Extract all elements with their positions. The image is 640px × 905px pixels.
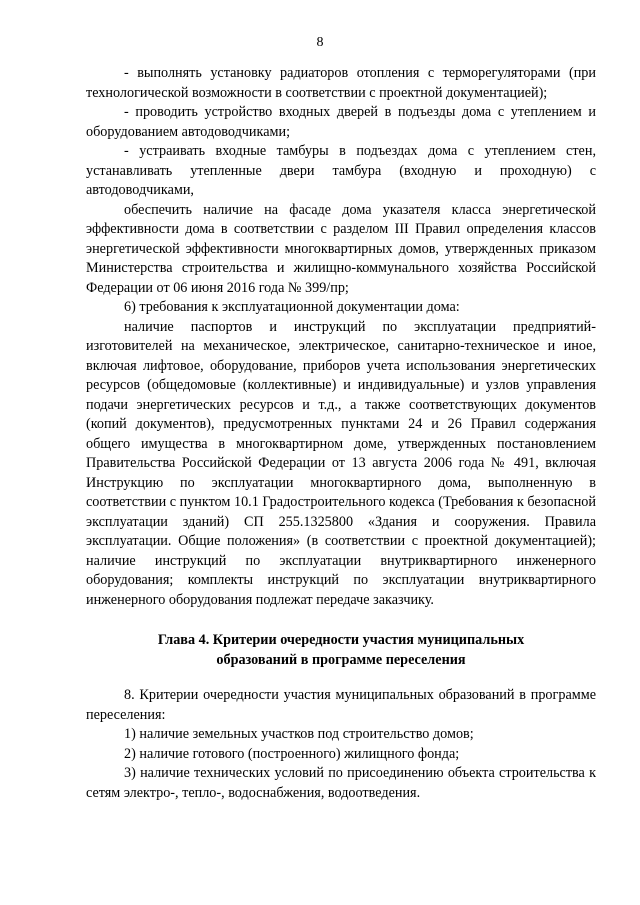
paragraph-radiators: - выполнять установку радиаторов отопления с терморегуляторами (при технологической возможности в соответствии с проектной документацией); — [86, 65, 596, 101]
criteria-intro: 8. Критерии очередности участия муниципальных образований в программе переселения: — [86, 687, 596, 723]
paragraph-documentation-heading: 6) требования к эксплуатационной документации дома: — [124, 299, 460, 315]
page-number: 8 — [316, 35, 324, 50]
chapter-heading-line-1: Глава 4. Критерии очередности участия муниципальных — [157, 632, 525, 648]
paragraph-vestibules: - устраивать входные тамбуры в подъездах дома с утеплением стен, устанавливать утепленные двери тамбура (входную и проходную) с автодоводчиками, — [86, 143, 596, 198]
paragraph-entrance-doors: - проводить устройство входных дверей в подъезды дома с утеплением и оборудованием автодоводчиками; — [86, 104, 596, 140]
criteria-item-land: 1) наличие земельных участков под строительство домов; — [124, 726, 474, 742]
criteria-section — [86, 686, 596, 803]
criteria-item-utilities: 3) наличие технических условий по присоединению объекта строительства к сетям электро-, тепло-, водоснабжения, водоотведения. — [86, 765, 596, 801]
chapter-heading-line-2: образований в программе переселения — [216, 651, 466, 668]
chapter-heading — [86, 631, 596, 670]
paragraph-documentation-details: наличие паспортов и инструкций по эксплуатации предприятий-изготовителей на механическое, электрическое, санитарно-техническое и иное, включая лифтовое, оборудование, приборов учета использования энергетических ресурсов (общедомовые (коллективные) и индивидуальные) и узлов управления подачи энергетических ресурсов и т.д., а также соответствующих документов (копий документов), предусмотренных пунктами 24 и 26 Правил содержания общего имущества в многоквартирном доме, утвержденных постановлением Правительства Российской Федерации от 13 августа 2006 года № 491, включая Инструкцию по эксплуатации многоквартирного дома, выполненную в соответствии с пунктом 10.1 Градостроительного кодекса (Требования к безопасной эксплуатации зданий) СП 255.1325800 «Здания и сооружения. Правила эксплуатации. Общие положения» (в соответствии с проектной документацией); наличие инструкций по эксплуатации внутриквартирного инженерного оборудования; комплекты инструкций по эксплуатации внутриквартирного инженерного оборудования подлежат передаче заказчику. — [86, 318, 596, 608]
document-body — [86, 64, 596, 610]
criteria-item-housing: 2) наличие готового (построенного) жилищного фонда; — [124, 745, 460, 762]
paragraph-energy-class: обеспечить наличие на фасаде дома указателя класса энергетической эффективности дома в соответствии с разделом III Правил определения классов энергетической эффективности многоквартирных домов, утвержденных приказом Министерства строительства и жилищно-коммунального хозяйства Российской Федерации от 06 июня 2016 года № 399/пр; — [86, 201, 596, 296]
